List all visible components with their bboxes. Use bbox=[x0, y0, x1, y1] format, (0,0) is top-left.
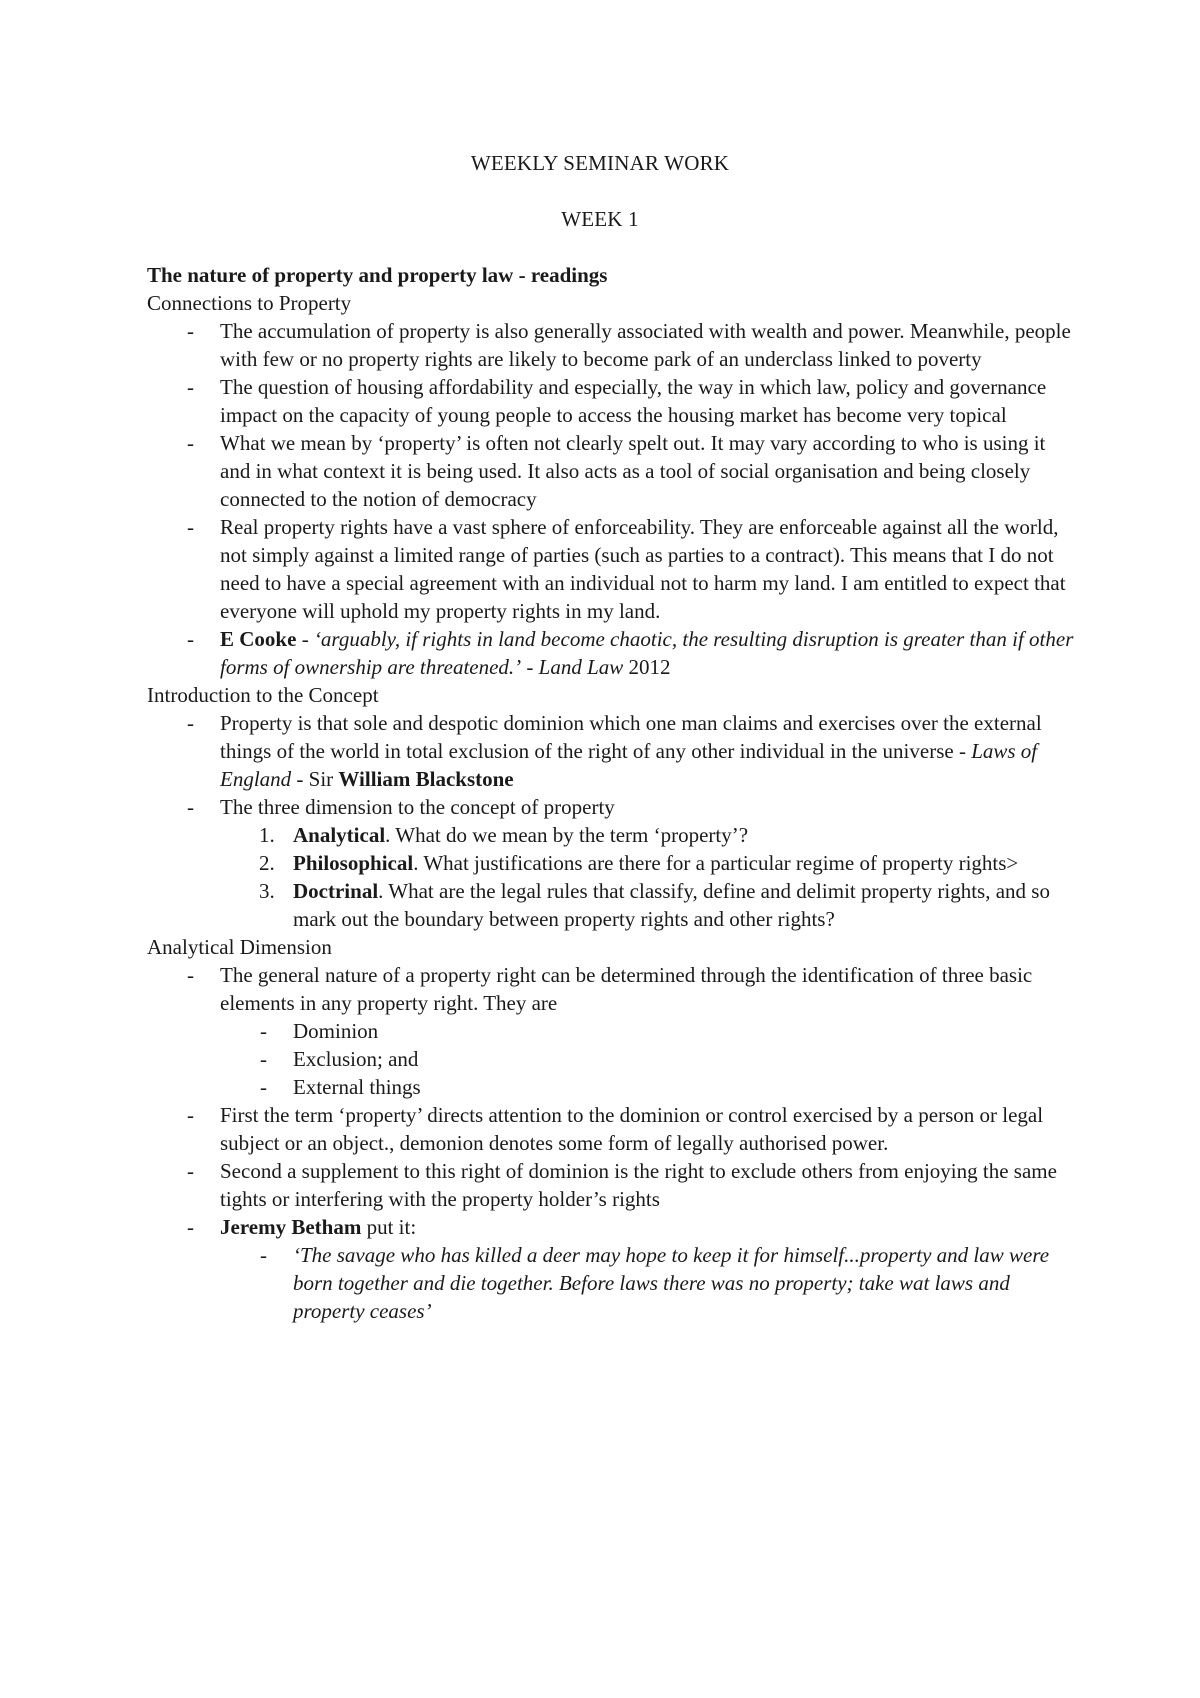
document-title: WEEKLY SEMINAR WORK bbox=[470, 151, 730, 175]
list-item bbox=[147, 961, 1077, 1101]
dash-bullet: - bbox=[187, 795, 194, 819]
list-item-betham bbox=[147, 1213, 1077, 1325]
list-item-text: The three dimension to the concept of property bbox=[220, 795, 615, 819]
list-item bbox=[220, 1241, 1077, 1325]
list-item bbox=[147, 373, 1077, 429]
elements-list bbox=[220, 1017, 1077, 1101]
dash-bullet: - bbox=[187, 431, 194, 455]
list-item bbox=[147, 1157, 1077, 1213]
dash-bullet: - bbox=[187, 963, 194, 987]
list-item bbox=[220, 1073, 1077, 1101]
dash-bullet: - bbox=[187, 319, 194, 343]
dash-bullet: - bbox=[260, 1019, 267, 1043]
betham-quote-list bbox=[220, 1241, 1077, 1325]
list-item-text: The general nature of a property right can be determined through the identification of three basic elements in any property right. They are bbox=[220, 963, 1033, 1015]
quote-text: ‘arguably, if rights in land become chaotic, the resulting disruption is greater than if other forms of ownership are threatened.’ bbox=[220, 627, 1074, 679]
dimension-name: Analytical bbox=[293, 823, 386, 847]
item-number: 2. bbox=[259, 851, 275, 875]
numbered-item bbox=[220, 821, 1077, 849]
list-item-text: The accumulation of property is also generally associated with wealth and power. Meanwhile, people with few or no property rights are likely to become park of an underclass linked to poverty bbox=[220, 319, 1071, 371]
element-text: Dominion bbox=[293, 1019, 379, 1043]
list-item-text: Property is that sole and despotic dominion which one man claims and exercises over the external things of the world in total exclusion of the right of any other individual in the universe - bbox=[220, 711, 1042, 763]
dash-bullet: - bbox=[260, 1047, 267, 1071]
list-item-cooke-quote bbox=[147, 625, 1077, 681]
list-item bbox=[147, 513, 1077, 625]
source-year: 2012 bbox=[623, 655, 671, 679]
separator: - bbox=[296, 627, 314, 651]
dash-bullet: - bbox=[187, 627, 194, 651]
dash-bullet: - bbox=[260, 1075, 267, 1099]
dimension-text: . What are the legal rules that classify, define and delimit property rights, and so mark out the boundary between property rights and other rights? bbox=[293, 879, 1050, 931]
list-item-text: Second a supplement to this right of dominion is the right to exclude others from enjoying the same tights or interfering with the property holder’s rights bbox=[220, 1159, 1057, 1211]
dash-bullet: - bbox=[187, 1103, 194, 1127]
author-name: E Cooke bbox=[220, 627, 297, 651]
dash-bullet: - bbox=[260, 1243, 267, 1267]
dash-bullet: - bbox=[187, 711, 194, 735]
analytical-list bbox=[147, 961, 1077, 1325]
numbered-item bbox=[220, 877, 1077, 933]
author-name: Jeremy Betham bbox=[220, 1215, 362, 1239]
item-number: 1. bbox=[259, 823, 275, 847]
section-heading: The nature of property and property law - readings bbox=[147, 263, 608, 287]
separator: - Sir bbox=[291, 767, 339, 791]
item-number: 3. bbox=[259, 879, 275, 903]
connections-list bbox=[147, 317, 1077, 681]
dash-bullet: - bbox=[187, 1159, 194, 1183]
dash-bullet: - bbox=[187, 375, 194, 399]
subsection-title-connections: Connections to Property bbox=[147, 291, 352, 315]
source-title: Land Law bbox=[538, 655, 624, 679]
document-body bbox=[147, 261, 1077, 1325]
list-item-text: Real property rights have a vast sphere of enforceability. They are enforceable against all the world, not simply against a limited range of parties (such as parties to a contract). This means that I do not need to have a special agreement with an individual not to harm my land. I am entitled to expect that everyone will uphold my property rights in my land. bbox=[220, 515, 1066, 623]
quote-text: ‘The savage who has killed a deer may hope to keep it for himself...property and law were born together and die together. Before laws there was no property; take wat laws and property ceases’ bbox=[293, 1243, 1050, 1323]
list-item bbox=[220, 1017, 1077, 1045]
element-text: External things bbox=[293, 1075, 421, 1099]
list-item bbox=[220, 1045, 1077, 1073]
dimension-text: . What justifications are there for a particular regime of property rights> bbox=[413, 851, 1019, 875]
dash-bullet: - bbox=[187, 1215, 194, 1239]
dash-bullet: - bbox=[187, 515, 194, 539]
subsection-title-introduction: Introduction to the Concept bbox=[147, 683, 379, 707]
introduction-list bbox=[147, 709, 1077, 933]
list-item-blackstone bbox=[147, 709, 1077, 793]
dimension-name: Philosophical bbox=[293, 851, 414, 875]
element-text: Exclusion; and bbox=[293, 1047, 419, 1071]
separator: - bbox=[521, 655, 539, 679]
dimensions-list bbox=[220, 821, 1077, 933]
week-label: WEEK 1 bbox=[561, 207, 639, 231]
list-item bbox=[147, 317, 1077, 373]
list-item-text: The question of housing affordability and especially, the way in which law, policy and governance impact on the capacity of young people to access the housing market has become very topical bbox=[220, 375, 1047, 427]
dimension-name: Doctrinal bbox=[293, 879, 379, 903]
list-item bbox=[147, 1101, 1077, 1157]
list-item-text: First the term ‘property’ directs attention to the dominion or control exercised by a person or legal subject or an object., demonion denotes some form of legally authorised power. bbox=[220, 1103, 1044, 1155]
author-name: William Blackstone bbox=[338, 767, 514, 791]
numbered-item bbox=[220, 849, 1077, 877]
list-item-text: put it: bbox=[361, 1215, 417, 1239]
list-item-dimensions bbox=[147, 793, 1077, 933]
work-title: Laws of England bbox=[220, 739, 1038, 791]
subsection-title-analytical: Analytical Dimension bbox=[147, 935, 332, 959]
list-item bbox=[147, 429, 1077, 513]
list-item-text: What we mean by ‘property’ is often not clearly spelt out. It may vary according to who is using it and in what context it is being used. It also acts as a tool of social organisation and being closely connected to the notion of democracy bbox=[220, 431, 1046, 511]
dimension-text: . What do we mean by the term ‘property’? bbox=[385, 823, 749, 847]
